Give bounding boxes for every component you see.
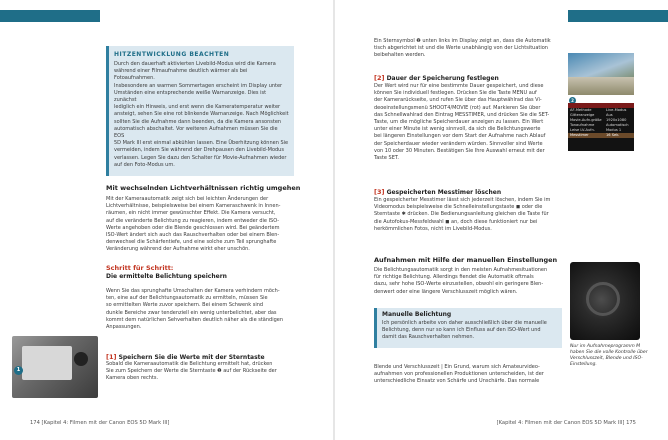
menu-list — [568, 108, 634, 138]
info-box-title: HITZENTWICKLUNG BEACHTEN — [114, 51, 230, 58]
step-body — [374, 83, 564, 162]
section-body — [374, 267, 564, 296]
body-line: Veränderung während der Aufnahme wirkt eher unschön. — [106, 246, 250, 253]
body-line: deoeinstellungsmenü SHOOT4/MOVIE (rot) auf. Markieren Sie über — [374, 104, 541, 111]
step-2 — [374, 74, 564, 162]
chapter-tab — [0, 10, 100, 22]
section-body — [106, 196, 302, 254]
info-box-line: Ich persönlich arbeite von daher ausschließlich über die manuelle — [382, 320, 547, 326]
body-line: Lichtverhältnisse, beispielsweise bei einem Kameraschwenk in Innen- — [106, 203, 281, 210]
steps-intro — [106, 288, 302, 331]
info-box-line: verlassen. Legen Sie dazu den Schalter für Movie-Aufnahmen wieder — [114, 154, 287, 161]
info-box-heat — [106, 46, 294, 176]
info-box-body — [382, 320, 557, 342]
step-1 — [106, 353, 302, 383]
info-box-line: damit das Rauschverhalten nehmen. — [382, 334, 475, 341]
chapter-tab — [568, 10, 668, 22]
body-line: Mit der Kameraautomatik zeigt sich bei leichten Änderungen der — [106, 196, 269, 202]
body-line: Wenn Sie das sprunghafte Umschalten der Kamera verhindern möch- — [106, 288, 280, 294]
body-line: Werte angehoben oder die Blende geschlossen wird. Bei geändertem — [106, 224, 280, 231]
step-title: Dauer der Speicherung festlegen — [386, 75, 499, 82]
body-line: Die Belichtungsautomatik sorgt in den meisten Aufnahmesituationen — [374, 267, 548, 273]
menu-row-value: Aus — [606, 113, 613, 117]
mode-dial-photo — [570, 262, 640, 340]
menu-row-label: AF-Methode — [570, 108, 592, 112]
body-line: Sie zum Speichern der Werte die Sterntaste ❶ auf der Rückseite der — [106, 368, 277, 375]
body-line: auf die veränderte Belichtung zu reagieren, indem entweder die ISO- — [106, 217, 280, 224]
menu-row-label: Gitteranzeige — [570, 113, 595, 117]
callout-2: 2 — [569, 97, 576, 104]
menu-row-value: Automatisch — [606, 123, 629, 127]
callout-1: 1 — [14, 366, 23, 375]
right-intro — [374, 38, 564, 60]
body-line: Taste SET. — [374, 155, 399, 162]
menu-row — [568, 133, 634, 138]
info-box-line: Belichtung, denn nur so kann ich Einfluss auf den ISO-Wert und — [382, 327, 541, 334]
dial-ring — [586, 282, 620, 316]
right-bottom-text — [374, 364, 564, 386]
menu-screen-photo — [568, 103, 634, 151]
body-line: Ein gespeicherter Messtimer lässt sich jederzeit löschen, indem Sie im — [374, 197, 551, 203]
body-line: Kamera oben rechts. — [106, 375, 159, 382]
body-line: Sterntaste ✱ drücken. Die Bedienungsanleitung gleichen die Taste für — [374, 211, 549, 218]
body-line: beibehalten werden. — [374, 52, 426, 59]
camera-button-detail — [74, 352, 88, 366]
step-body — [374, 197, 564, 233]
info-box-line: lediglich ein Hinweis, und erst wenn die Kameratemperatur weiter — [114, 104, 281, 111]
step-title: Speichern Sie die Werte mit der Sterntaste — [118, 354, 265, 361]
step-body — [106, 361, 302, 383]
menu-row-label: Movie-Aufn.größe — [570, 118, 602, 122]
menu-row-label: Leise LV-Aufn. — [570, 128, 595, 132]
body-line: ten, eine auf der Belichtungsautomatik zu ermitteln, müssen Sie — [106, 295, 268, 302]
steps-subheading: Die ermittelte Belichtung speichern — [106, 273, 227, 280]
menu-row-value: Modus 1 — [606, 128, 622, 132]
camera-body-detail — [22, 346, 72, 380]
coast-photo — [568, 53, 634, 95]
body-line: dazu, sehr hohe ISO-Werte einzustellen, obwohl ein geringere Blen- — [374, 281, 544, 288]
body-line: Taste, um die mögliche Speicherdauer anzeigen zu lassen. Ein Wert — [374, 119, 544, 126]
info-box-body — [114, 61, 289, 169]
body-line: das Schnellwahlrad den Eintrag MESSTIMER, und drücken Sie die SET- — [374, 111, 550, 118]
bottom-body — [374, 364, 564, 386]
steps-heading: Schritt für Schritt: — [106, 264, 174, 272]
section-manual — [374, 256, 564, 296]
body-line: Anpassungen. — [106, 324, 142, 331]
body-line: von 10 oder 30 Minuten. Bestätigen Sie Ihre Auswahl erneut mit der — [374, 147, 545, 154]
body-line: denwechsel die Schärfentiefe, und eine solche zum Teil sprunghafte — [106, 239, 277, 246]
photo-caption: Nur im Aufnahmeprogramm M haben Sie die volle Kontrolle über Verschlusszeit, Blende und ISO-Einstellung. — [570, 344, 648, 367]
info-box-line: sollten Sie die Aufnahme dann beenden, da die Kamera ansonsten — [114, 118, 282, 125]
info-box-line: vermeiden, indem Sie während der Drehpausen den Livebild-Modus — [114, 147, 284, 154]
body-line: Sobald die Kameraautomatik die Belichtung ermittelt hat, drücken — [106, 361, 273, 367]
info-box-line: ansteigt, sehen Sie eine rot blinkende Warnanzeige. Nach Möglichkeit — [114, 111, 289, 118]
step-by-step — [106, 264, 302, 331]
body-line: denwert oder eine längere Verschlusszeit möglich wären. — [374, 288, 518, 295]
step-title: Gespeicherten Messtimer löschen — [386, 189, 502, 196]
section-heading: Aufnahmen mit Hilfe der manuellen Einstellungen — [374, 256, 558, 264]
step-number: [1] — [106, 353, 117, 361]
body-line: aufnahmen von professionellen Produktionen unterscheiden, ist der — [374, 371, 544, 378]
body-line: kommt dem natürlichen Sehverhalten deutlich näher als die ständigen — [106, 316, 284, 323]
left-page — [0, 0, 333, 440]
body-line: herkömmlichen Fotos, nicht im Livebild-Modus. — [374, 225, 492, 232]
intro-body — [374, 38, 564, 60]
body-line: tisch abgerichtet ist und die Werte unabhängig von der Lichtsituation — [374, 45, 548, 52]
body-line: der Kamerarückseite, und rufen Sie über das Hauptwählrad das Vi- — [374, 97, 542, 104]
info-box-line: Insbesondere an warmen Sommertagen erscheint im Display unter — [114, 82, 283, 89]
info-box-line: automatisch abschaltet. Vor weiteren Aufnahmen müssen Sie die EOS — [114, 125, 278, 140]
coast-detail — [568, 77, 634, 95]
section-heading: Mit wechselnden Lichtverhältnissen richtig umgehen — [106, 184, 301, 192]
page-footer-left: 174 [Kapitel 4: Filmen mit der Canon EOS 5D Mark III] — [30, 420, 170, 426]
body-line: die Autofokus-Messfeldwahl ◼ an, doch diese funktioniert nur bei — [374, 218, 538, 225]
menu-row-value: Live-Modus — [606, 108, 627, 112]
body-line: Ein Sternsymbol ❷ unten links im Display zeigt an, dass die Automatik — [374, 38, 551, 44]
menu-row-label: Messtimer — [570, 133, 589, 137]
section-light — [106, 184, 302, 254]
info-box-line: auf den Foto-Modus um. — [114, 161, 175, 168]
info-box-line: Durch den dauerhaft aktivierten Livebild-Modus wird die Kamera — [114, 61, 276, 67]
body-line: unter einer Minute ist wenig sinnvoll, da sich die Belichtungswerte — [374, 126, 541, 133]
body-line: dunkle Bereiche zwar tendenziell ein wenig unterbelichtet, aber das — [106, 309, 277, 316]
info-box-line: Umständen eine entsprechende weiße Warnanzeige. Dies ist zunächst — [114, 89, 267, 104]
body-line: Blende und Verschlusszeit | Ein Grund, warum sich Amateurvideo- — [374, 364, 540, 370]
step-number: [2] — [374, 74, 385, 82]
info-box-manual — [374, 308, 562, 348]
body-line: der Speicherdauer wieder verändern würden. Sinnvoller sind Werte — [374, 140, 543, 147]
step-3 — [374, 188, 564, 233]
body-line: unterschiedliche Einsatz von Schärfe und Unschärfe. Das normale — [374, 378, 540, 385]
body-line: so ermittelten Werte zuvor speichern. Bei einem Schwenk sind — [106, 302, 264, 309]
menu-row-label: Tonaufnahme — [570, 123, 595, 127]
body-line: Der Wert wird nur für eine bestimmte Dauer gespeichert, und diese — [374, 83, 544, 89]
body-line: für richtige Belichtung. Allerdings fiendet die Automatik oftmals — [374, 274, 534, 281]
info-box-title: Manuelle Belichtung — [382, 311, 452, 318]
camera-back-photo — [12, 336, 98, 398]
page-footer-right: [Kapitel 4: Filmen mit der Canon EOS 5D Mark III] 175 — [496, 420, 636, 426]
body-line: ISO-Wert ändert sich auch das Rauschverhalten oder bei einem Blen- — [106, 232, 280, 239]
body-line: räumen, ein nicht immer gewünschter Effekt. Die Kamera versucht, — [106, 210, 276, 217]
info-box-line: während einer Filmaufnahme deutlich wärmer als bei Fotoaufnahmen. — [114, 68, 248, 82]
info-box-line: 5D Mark III erst einmal abkühlen lassen. Eine Überhitzung können Sie — [114, 140, 289, 147]
body-line: bei längeren Einstellungen vor dem Start der Aufnahme nach Ablauf — [374, 133, 546, 140]
menu-row-value: 16 Sek. — [606, 133, 620, 137]
step-number: [3] — [374, 188, 385, 196]
body-line: können Sie individuell festlegen. Drücken Sie die Taste MENU auf — [374, 90, 537, 97]
menu-row-value: 1920x1080 — [606, 118, 627, 122]
body-line: Videomodus beispielsweise die Schnelleinstellungstaste ◼ oder die — [374, 204, 543, 211]
